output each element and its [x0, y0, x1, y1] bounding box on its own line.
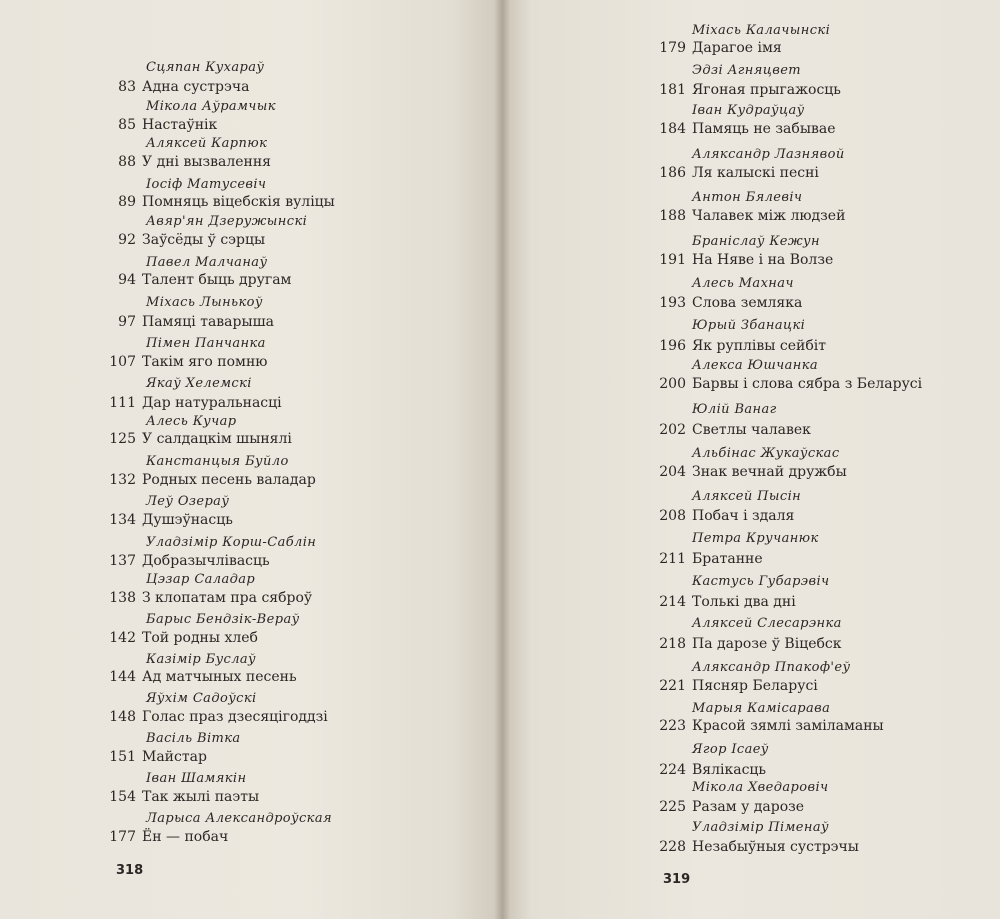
entry-title: У салдацкім шынялі	[142, 431, 292, 447]
author-name: Іван Шамякін	[146, 771, 247, 786]
toc-entry	[659, 762, 767, 778]
toc-entry	[118, 79, 250, 95]
toc-entry	[659, 40, 782, 56]
toc-entry	[109, 630, 258, 646]
entry-title: Красой зямлі заміламаны	[692, 718, 884, 734]
author-name: Уладзімір Піменаў	[692, 820, 829, 835]
author-name: Петра Кручанюк	[692, 531, 819, 546]
author-name: Кастусь Губарэвіч	[692, 574, 830, 589]
entry-title: Такім яго помню	[142, 354, 268, 370]
author-name: Аляксей Пысін	[692, 489, 802, 504]
entry-title: Дарагое імя	[692, 40, 782, 56]
toc-entry	[109, 590, 313, 606]
toc-entry	[659, 839, 859, 855]
author-name: Мікола Хведаровіч	[692, 780, 829, 795]
entry-title: Адна сустрэча	[142, 79, 250, 95]
entry-title: Так жылі паэты	[142, 789, 260, 805]
author-name: Алекса Юшчанка	[692, 358, 819, 373]
entry-page-number: 142	[109, 630, 136, 646]
author-name: Пімен Панчанка	[146, 336, 266, 351]
entry-title: Родных песень валадар	[142, 472, 316, 488]
entry-page-number: 223	[659, 718, 686, 734]
toc-entry	[109, 512, 233, 528]
entry-title: Душэўнасць	[142, 512, 233, 528]
entry-title: Чалавек між людзей	[692, 208, 846, 224]
toc-entry	[118, 154, 272, 170]
author-name: Уладзімір Корш-Саблін	[146, 535, 317, 550]
author-name: Ягор Ісаеў	[692, 742, 769, 757]
entry-page-number: 94	[118, 272, 136, 288]
entry-title: Як руплівы сейбіт	[692, 338, 826, 354]
entry-page-number: 179	[659, 40, 686, 56]
entry-title: Пясняр Беларусі	[692, 678, 818, 694]
toc-entry	[659, 121, 836, 137]
author-name: Аляксандр Лазнявой	[692, 147, 845, 162]
author-name: Альбінас Жукаўскас	[692, 446, 840, 461]
entry-title: Памяць не забывае	[692, 121, 836, 137]
toc-entry	[118, 232, 266, 248]
toc-entry	[659, 551, 763, 567]
toc-entry	[659, 338, 826, 354]
author-name: Ларыса Александроўская	[146, 811, 332, 826]
entry-title: Добразычлівасць	[142, 553, 270, 569]
entry-page-number: 204	[659, 464, 686, 480]
author-name: Аляксандр Ппакоф'еў	[692, 660, 851, 675]
toc-entry	[109, 749, 207, 765]
entry-title: Светлы чалавек	[692, 422, 811, 438]
toc-entry	[659, 165, 819, 181]
entry-page-number: 83	[118, 79, 136, 95]
entry-title: Памяці таварыша	[142, 314, 274, 330]
right-page	[502, 0, 1000, 919]
entry-page-number: 132	[109, 472, 136, 488]
entry-title: Па дарозе ў Віцебск	[692, 636, 842, 652]
entry-page-number: 196	[659, 338, 686, 354]
entry-page-number: 184	[659, 121, 686, 137]
author-name: Алесь Махнач	[692, 276, 794, 291]
entry-title: Той родны хлеб	[142, 630, 258, 646]
toc-list-right	[502, 0, 1000, 919]
toc-entry	[659, 464, 847, 480]
entry-page-number: 186	[659, 165, 686, 181]
author-name: Яўхім Садоўскі	[146, 691, 257, 706]
author-name: Міхась Калачынскі	[692, 23, 831, 38]
toc-entry	[659, 508, 795, 524]
author-name: Барыс Бендзік-Вераў	[146, 612, 300, 627]
entry-page-number: 225	[659, 799, 686, 815]
entry-title: Знак вечнай дружбы	[692, 464, 847, 480]
book-gutter	[494, 0, 510, 919]
toc-entry	[109, 669, 297, 685]
author-name: Іосіф Матусевіч	[146, 177, 267, 192]
entry-page-number: 221	[659, 678, 686, 694]
entry-page-number: 211	[659, 551, 686, 567]
entry-title: Ля калыскі песні	[692, 165, 819, 181]
entry-page-number: 224	[659, 762, 686, 778]
entry-page-number: 97	[118, 314, 136, 330]
entry-page-number: 107	[109, 354, 136, 370]
entry-title: Незабыўныя сустрэчы	[692, 839, 859, 855]
entry-page-number: 92	[118, 232, 136, 248]
entry-page-number: 214	[659, 594, 686, 610]
entry-page-number: 188	[659, 208, 686, 224]
toc-entry	[109, 472, 316, 488]
entry-title: Настаўнік	[142, 117, 218, 133]
toc-entry	[109, 829, 229, 845]
toc-entry	[109, 395, 282, 411]
entry-page-number: 125	[109, 431, 136, 447]
toc-entry	[118, 194, 335, 210]
toc-entry	[659, 252, 834, 268]
author-name: Авяр'ян Дзеружынскі	[146, 214, 308, 229]
entry-page-number: 200	[659, 376, 686, 392]
toc-entry	[659, 799, 805, 815]
entry-title: На Няве і на Волзе	[692, 252, 834, 268]
toc-entry	[109, 431, 292, 447]
entry-page-number: 137	[109, 553, 136, 569]
entry-page-number: 148	[109, 709, 136, 725]
author-name: Алесь Кучар	[146, 414, 237, 429]
toc-entry	[659, 422, 811, 438]
entry-title: Толькі два дні	[692, 594, 796, 610]
entry-page-number: 144	[109, 669, 136, 685]
entry-title: Талент быць другам	[142, 272, 292, 288]
entry-page-number: 134	[109, 512, 136, 528]
toc-entry	[659, 376, 923, 392]
author-name: Аляксей Слесарэнка	[692, 616, 842, 631]
page-number: 318	[116, 863, 144, 878]
toc-entry	[659, 594, 796, 610]
entry-page-number: 193	[659, 295, 686, 311]
entry-title: Ён — побач	[142, 829, 229, 845]
entry-page-number: 138	[109, 590, 136, 606]
entry-title: Разам у дарозе	[692, 799, 805, 815]
toc-entry	[659, 208, 846, 224]
entry-page-number: 85	[118, 117, 136, 133]
entry-page-number: 88	[118, 154, 136, 170]
author-name: Сцяпан Кухараў	[146, 60, 265, 75]
author-name: Казімір Буслаў	[146, 652, 256, 667]
entry-title: Ягоная прыгажосць	[692, 82, 841, 98]
author-name: Юрый Збанацкі	[692, 318, 806, 333]
author-name: Міхась Лынькоў	[146, 295, 263, 310]
toc-entry	[659, 295, 803, 311]
entry-title: Дар натуральнасці	[142, 395, 282, 411]
toc-entry	[659, 636, 842, 652]
entry-page-number: 111	[109, 395, 136, 411]
author-name: Леў Озераў	[146, 494, 230, 509]
toc-entry	[109, 709, 328, 725]
toc-entry	[109, 354, 268, 370]
author-name: Марыя Камісарава	[692, 701, 831, 716]
author-name: Антон Бялевіч	[692, 190, 803, 205]
entry-title: Барвы і слова сябра з Беларусі	[692, 376, 923, 392]
page-number: 319	[663, 872, 691, 887]
entry-title: З клопатам пра сяброў	[142, 590, 313, 606]
entry-page-number: 89	[118, 194, 136, 210]
entry-title: Голас праз дзесяцігоддзі	[142, 709, 328, 725]
entry-title: Майстар	[142, 749, 207, 765]
author-name: Бранiслаў Кежун	[692, 234, 820, 249]
entry-title: Заўсёды ў сэрцы	[142, 232, 266, 248]
toc-entry	[659, 718, 884, 734]
entry-page-number: 191	[659, 252, 686, 268]
entry-title: Слова земляка	[692, 295, 803, 311]
toc-entry	[118, 314, 274, 330]
toc-entry	[659, 678, 818, 694]
entry-title: Побач і здаля	[692, 508, 795, 524]
toc-entry	[109, 553, 270, 569]
author-name: Эдзі Агняцвет	[692, 63, 802, 78]
author-name: Мікола Аўрамчык	[146, 99, 276, 114]
entry-page-number: 208	[659, 508, 686, 524]
entry-title: Братанне	[692, 551, 763, 567]
entry-title: Вялікасць	[692, 762, 767, 778]
toc-entry	[109, 789, 260, 805]
author-name: Канстанцыя Буйло	[146, 454, 289, 469]
toc-entry	[659, 82, 841, 98]
entry-title: Ад матчыных песень	[142, 669, 297, 685]
entry-page-number: 181	[659, 82, 686, 98]
entry-title: Помняць віцебскія вуліцы	[142, 194, 335, 210]
entry-page-number: 228	[659, 839, 686, 855]
entry-page-number: 154	[109, 789, 136, 805]
author-name: Якаў Хелемскі	[146, 376, 252, 391]
entry-title: У дні вызвалення	[142, 154, 272, 170]
entry-page-number: 151	[109, 749, 136, 765]
toc-entry	[118, 117, 218, 133]
author-name: Юлій Ванаг	[692, 402, 777, 417]
entry-page-number: 202	[659, 422, 686, 438]
entry-page-number: 177	[109, 829, 136, 845]
author-name: Цэзар Саладар	[146, 572, 256, 587]
author-name: Павел Малчанаў	[146, 255, 268, 270]
entry-page-number: 218	[659, 636, 686, 652]
author-name: Іван Кудраўцаў	[692, 103, 805, 118]
toc-entry	[118, 272, 292, 288]
author-name: Васіль Вітка	[146, 731, 241, 746]
author-name: Аляксей Карпюк	[146, 136, 268, 151]
